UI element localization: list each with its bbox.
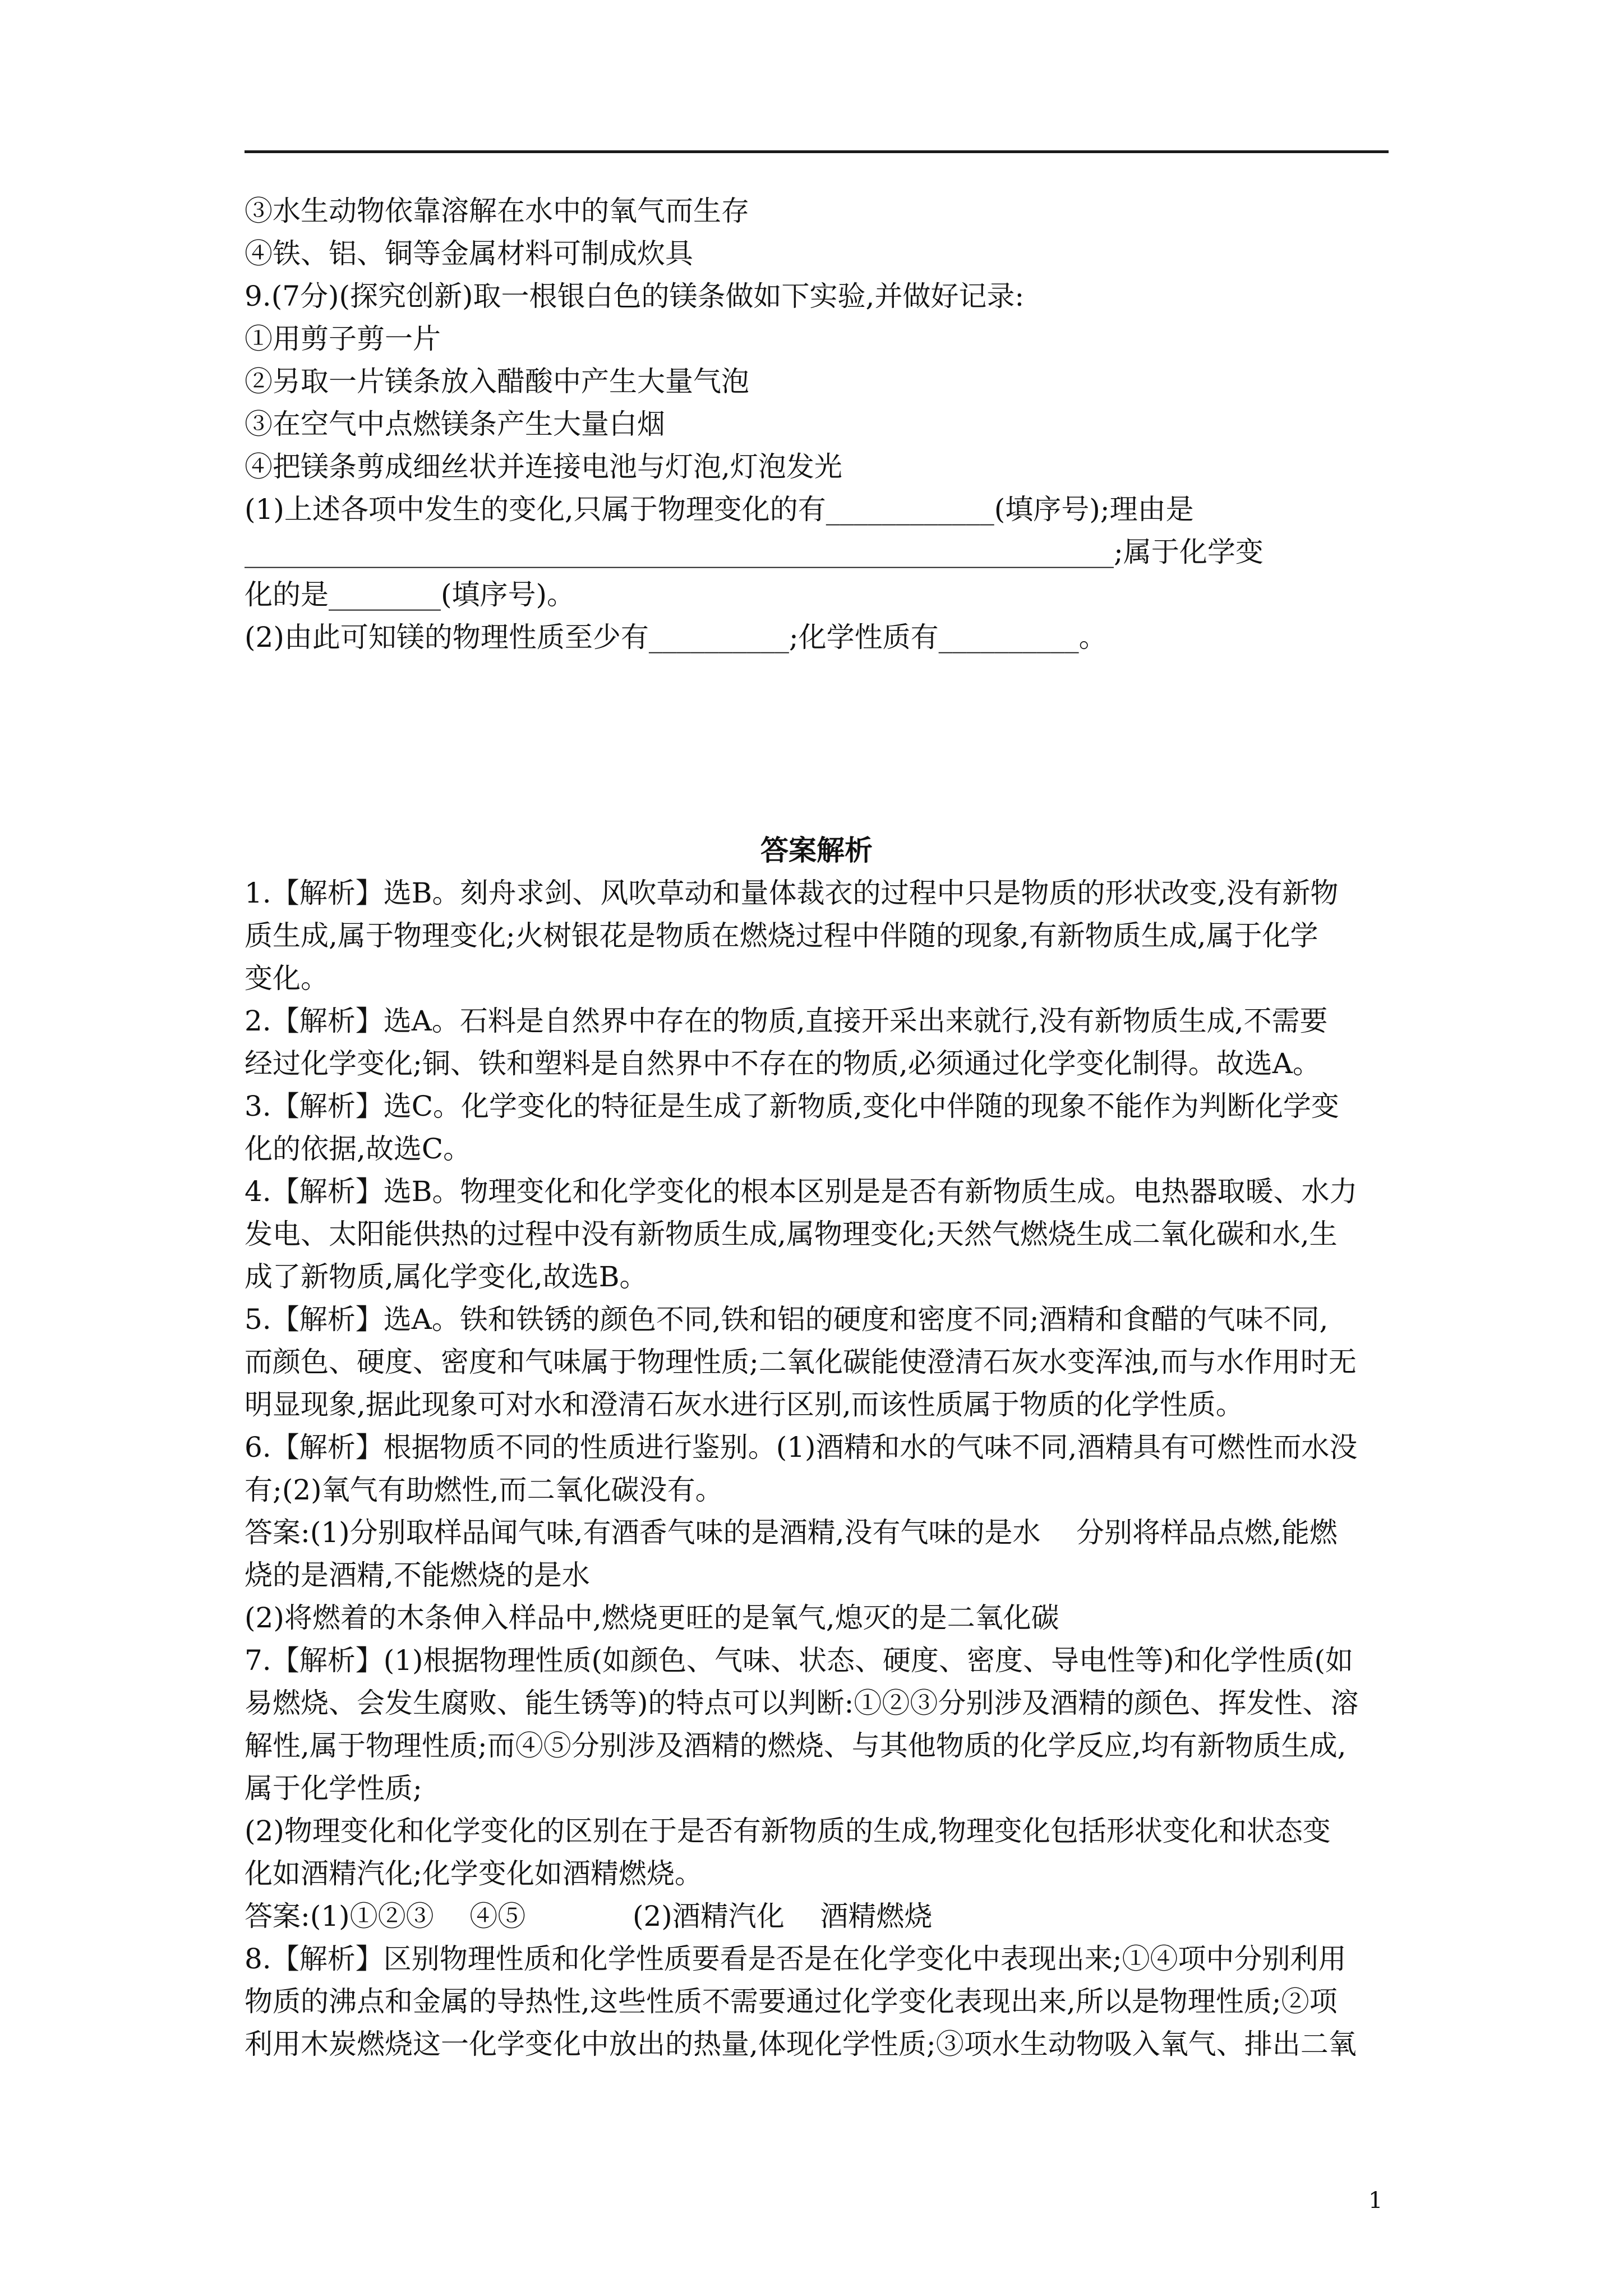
question-line: (2)由此可知镁的物理性质至少有__________;化学性质有__________。 [245, 621, 1107, 654]
question-line: ______________________________________________________________;属于化学变 [245, 536, 1264, 568]
question-line: (1)上述各项中发生的变化,只属于物理变化的有____________(填序号);理由是 [245, 493, 1194, 526]
answer-line: 烧的是酒精,不能燃烧的是水 [245, 1559, 590, 1591]
question-line: ④把镁条剪成细丝状并连接电池与灯泡,灯泡发光 [245, 450, 842, 483]
answer-line: 属于化学性质; [245, 1772, 422, 1805]
question-line: ②另取一片镁条放入醋酸中产生大量气泡 [245, 365, 749, 398]
answer-line: 2.【解析】选A。石料是自然界中存在的物质,直接开采出来就行,没有新物质生成,不需要 [245, 1005, 1328, 1037]
answer-line: 解性,属于物理性质;而④⑤分别涉及酒精的燃烧、与其他物质的化学反应,均有新物质生成, [245, 1729, 1347, 1762]
question-9-stem: 9.(7分)(探究创新)取一根银白色的镁条做如下实验,并做好记录: [245, 280, 1025, 312]
answer-line: 5.【解析】选A。铁和铁锈的颜色不同,铁和铝的硬度和密度不同;酒精和食醋的气味不同, [245, 1303, 1329, 1336]
question-line: ③水生动物依靠溶解在水中的氧气而生存 [245, 195, 749, 227]
page-number: 1 [1368, 2188, 1383, 2214]
answer-line: 4.【解析】选B。物理变化和化学变化的根本区别是是否有新物质生成。电热器取暖、水力 [245, 1175, 1358, 1208]
answer-line: 化的依据,故选C。 [245, 1133, 472, 1165]
question-line: ①用剪子剪一片 [245, 323, 441, 355]
header-rule [245, 150, 1389, 153]
answer-line: 有;(2)氧气有助燃性,而二氧化碳没有。 [245, 1474, 723, 1506]
answer-line: 答案:(1)分别取样品闻气味,有酒香气味的是酒精,没有气味的是水 分别将样品点燃,能燃 [245, 1516, 1338, 1549]
answer-block [245, 872, 1389, 2065]
section-gap [245, 659, 1389, 829]
answer-line: 而颜色、硬度、密度和气味属于物理性质;二氧化碳能使澄清石灰水变浑浊,而与水作用时无 [245, 1346, 1357, 1378]
answer-line: 易燃烧、会发生腐败、能生锈等)的特点可以判断:①②③分别涉及酒精的颜色、挥发性、溶 [245, 1687, 1359, 1719]
answer-line: 8.【解析】区别物理性质和化学性质要看是否是在化学变化中表现出来;①④项中分别利用 [245, 1943, 1347, 1975]
answer-line: 利用木炭燃烧这一化学变化中放出的热量,体现化学性质;③项水生动物吸入氧气、排出二氧 [245, 2028, 1357, 2060]
answer-line: 质生成,属于物理变化;火树银花是物质在燃烧过程中伴随的现象,有新物质生成,属于化学 [245, 919, 1318, 952]
answer-line: 3.【解析】选C。化学变化的特征是生成了新物质,变化中伴随的现象不能作为判断化学变 [245, 1090, 1339, 1122]
answer-line: 成了新物质,属化学变化,故选B。 [245, 1260, 648, 1293]
answer-line: 明显现象,据此现象可对水和澄清石灰水进行区别,而该性质属于物质的化学性质。 [245, 1388, 1244, 1421]
answer-line: 答案:(1)①②③ ④⑤ (2)酒精汽化 酒精燃烧 [245, 1900, 933, 1932]
question-line: 化的是________(填序号)。 [245, 578, 575, 611]
answer-line: 1.【解析】选B。刻舟求剑、风吹草动和量体裁衣的过程中只是物质的形状改变,没有新物 [245, 877, 1339, 909]
answer-section-title: 答案解析 [760, 834, 873, 867]
answer-line: (2)物理变化和化学变化的区别在于是否有新物质的生成,物理变化包括形状变化和状态变 [245, 1815, 1331, 1847]
answer-line: 变化。 [245, 962, 329, 995]
question-line: ④铁、铝、铜等金属材料可制成炊具 [245, 237, 693, 270]
answer-line: 物质的沸点和金属的导热性,这些性质不需要通过化学变化表现出来,所以是物理性质;②项 [245, 1985, 1338, 2018]
answer-line: (2)将燃着的木条伸入样品中,燃烧更旺的是氧气,熄灭的是二氧化碳 [245, 1602, 1059, 1634]
document-body [245, 190, 1389, 2065]
question-line: ③在空气中点燃镁条产生大量白烟 [245, 408, 665, 440]
answer-line: 6.【解析】根据物质不同的性质进行鉴别。(1)酒精和水的气味不同,酒精具有可燃性而水没 [245, 1431, 1358, 1464]
answer-line: 化如酒精汽化;化学变化如酒精燃烧。 [245, 1857, 703, 1890]
question-block [245, 190, 1389, 659]
answer-line: 7.【解析】(1)根据物理性质(如颜色、气味、状态、硬度、密度、导电性等)和化学性质(如 [245, 1644, 1354, 1677]
answer-line: 经过化学变化;铜、铁和塑料是自然界中不存在的物质,必须通过化学变化制得。故选A。 [245, 1047, 1321, 1080]
answer-line: 发电、太阳能供热的过程中没有新物质生成,属物理变化;天然气燃烧生成二氧化碳和水,生 [245, 1218, 1338, 1250]
